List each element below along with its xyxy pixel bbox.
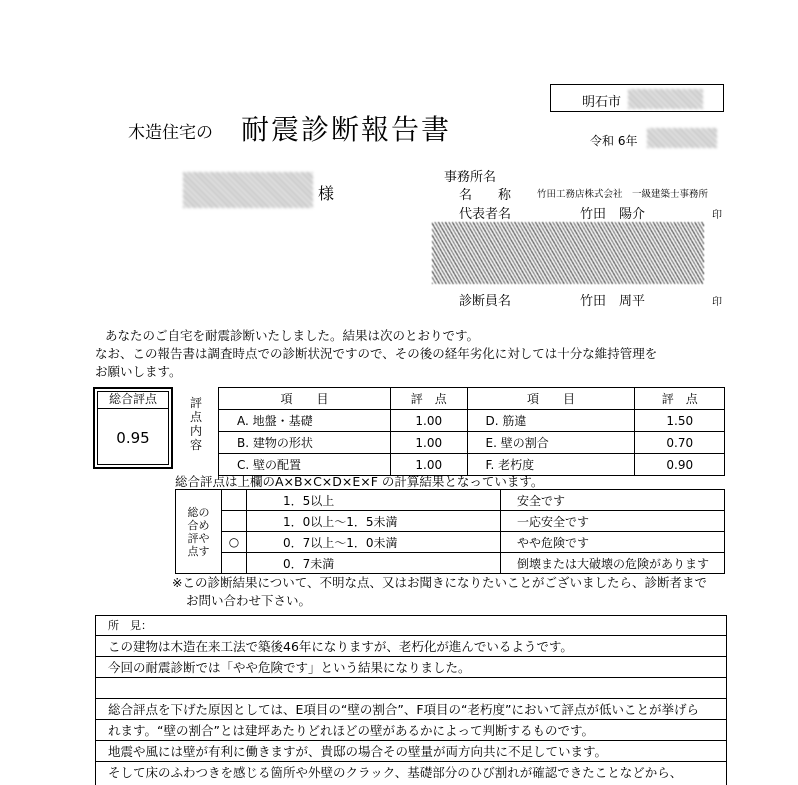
overall-score-box (93, 387, 173, 469)
remarks-line: 地震や風には壁が有利に働きますが、貴邸の場合その壁量が両方向共に不足しています。 (95, 741, 727, 762)
redacted-address (628, 89, 703, 109)
table-row: 総の 合め 評や 点す 1．5以上 安全です (176, 490, 725, 511)
header-item-right: 項 目 (467, 388, 635, 410)
remarks-line: れます。“壁の割合”とは建坪あたりどれほどの壁があるかによって判断するものです。 (95, 720, 727, 741)
table-row: ○ 0．7以上～1．0未満 やや危険です (176, 532, 725, 553)
formula-note: 総合評点は上欄のA×B×C×D×E×F の計算結果となっています。 (175, 474, 544, 489)
score-table-header (219, 388, 725, 410)
judgement-mark (222, 553, 247, 574)
intro-line-2: なお、この報告書は調査時点での診断状況ですので、その後の経年劣化に対しては十分な維持管理を (95, 346, 658, 361)
title-prefix: 木造住宅の (128, 123, 213, 143)
redacted-office-address (432, 222, 704, 284)
remarks-line: 総合評点を下げた原因としては、E項目の“壁の割合”、F項目の“老朽度”において評点が低いことが挙げら (95, 699, 727, 720)
remarks-line: 今回の耐震診断では「やや危険です」という結果になりました。 (95, 657, 727, 678)
table-row: C. 壁の配置 1.00 F. 老朽度 0.90 (219, 454, 725, 476)
table-row: B. 建物の形状 1.00 E. 壁の割合 0.70 (219, 432, 725, 454)
honorific: 様 (318, 184, 335, 203)
score-side-label: 評 点 内 容 (189, 396, 202, 452)
representative-name: 竹田 陽介 (580, 207, 646, 222)
intro-text (95, 327, 657, 381)
redacted-recipient-name (183, 172, 313, 208)
report-date-prefix: 令和 6年 (590, 134, 638, 148)
inspector-label: 診断員名 (459, 294, 512, 309)
table-row: 0．7未満 倒壊または大破壊の危険があります (176, 553, 725, 574)
table-row: A. 地盤・基礎 1.00 D. 筋違 1.50 (219, 410, 725, 432)
overall-score-label: 総合評点 (97, 391, 169, 409)
intro-line-3: お願いします。 (95, 364, 182, 379)
recipient-city: 明石市 (582, 95, 622, 110)
office-heading: 事務所名 (444, 170, 497, 185)
overall-score-value: 0.95 (116, 429, 150, 447)
judgement-mark-selected: ○ (222, 532, 247, 553)
header-item-left: 項 目 (219, 388, 391, 410)
header-score-right: 評 点 (635, 388, 725, 410)
recipient-city-box (550, 84, 724, 112)
report-title: 耐震診断報告書 (241, 113, 452, 146)
remarks-line: そして床のふわつきを感じる箇所や外壁のクラック、基礎部分のひび割れが確認できたことなどから、 (108, 765, 683, 780)
header-score-left: 評 点 (390, 388, 467, 410)
table-row: 1．0以上～1．5未満 一応安全です (176, 511, 725, 532)
contact-note: ※この診断結果について、不明な点、又はお聞きになりたいことがございましたら、診断者まで お問い合わせ下さい。 (172, 575, 707, 608)
remarks-line (95, 678, 727, 699)
redacted-date (647, 128, 717, 148)
remarks-line: この建物は木造在来工法で築後46年になりますが、老朽化が進んでいるようです。 (95, 636, 727, 657)
judgement-table (175, 489, 725, 574)
inspector-name: 竹田 周平 (580, 294, 646, 309)
office-name-label: 名 称 (459, 188, 512, 203)
judgement-side-label: 総の 合め 評や 点す (176, 490, 222, 574)
office-name-value: 竹田工務店株式会社 一級建築士事務所 (537, 189, 709, 200)
intro-line-1: あなたのご自宅を耐震診断いたしました。結果は次のとおりです。 (105, 328, 480, 343)
judgement-mark (222, 511, 247, 532)
remarks-heading: 所 見： (95, 615, 727, 636)
inspector-seal: 印 (712, 297, 722, 308)
score-table (218, 387, 725, 476)
representative-seal: 印 (712, 210, 722, 221)
representative-label: 代表者名 (459, 207, 512, 222)
judgement-mark (222, 490, 247, 511)
